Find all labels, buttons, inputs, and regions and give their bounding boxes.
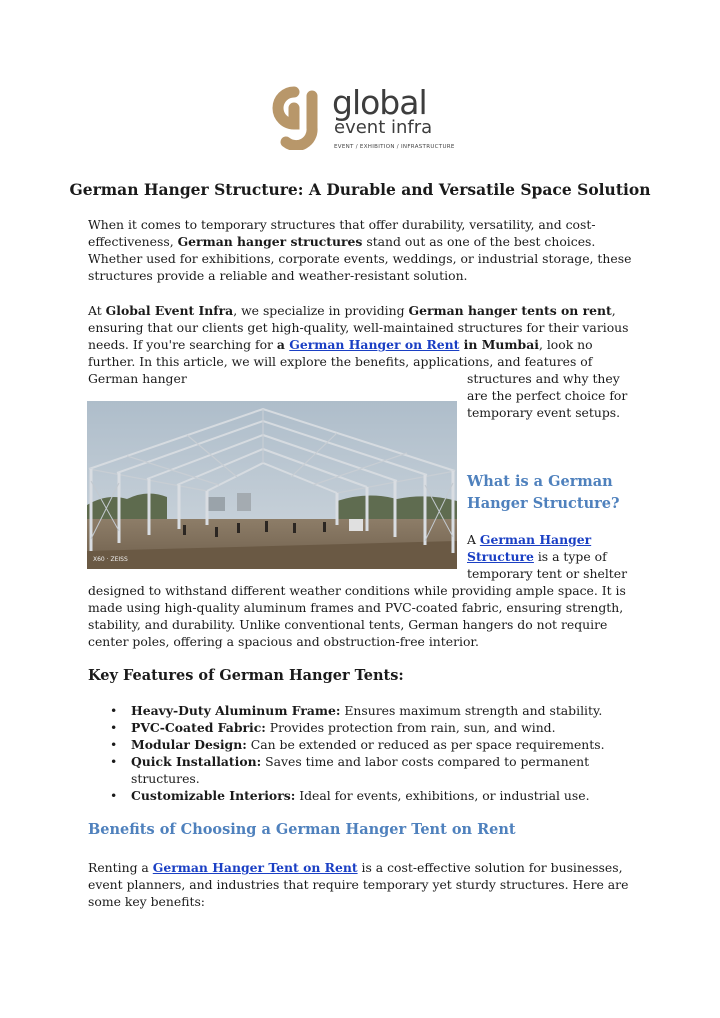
para2-side-text: structures and why they are the perfect choice for temporary event setups. bbox=[467, 371, 628, 420]
list-item bbox=[88, 719, 640, 736]
bullet-icon: • bbox=[110, 703, 118, 718]
intro-paragraph bbox=[88, 216, 640, 284]
benefits-text-1: Renting a bbox=[88, 860, 153, 875]
feature-text: Can be extended or reduced as per space requirements. bbox=[246, 737, 605, 752]
feature-text: Provides protection from rain, sun, and wind. bbox=[265, 720, 556, 735]
intro-text-1: When it comes to temporary structures that offer durability, versatility, and cost-effectiveness, bbox=[88, 217, 596, 249]
logo-mark-icon bbox=[268, 84, 328, 150]
para2-text-4: , look no further. In this article, we will explore the benefits, applications, and features of German hanger bbox=[88, 337, 593, 386]
bullet-icon: • bbox=[110, 754, 118, 769]
intro-text-2: stand out as one of the best choices. Whether used for exhibitions, corporate events, weddings, or industrial storage, these structures provide a reliable and weather-resistant solution. bbox=[88, 234, 632, 283]
logo-wordmark: global bbox=[332, 83, 427, 122]
bullet-icon: • bbox=[110, 720, 118, 735]
key-features-heading: Key Features of German Hanger Tents: bbox=[88, 667, 404, 684]
logo bbox=[268, 84, 458, 156]
bullet-icon: • bbox=[110, 788, 118, 803]
para2-text-2: , we specialize in providing bbox=[233, 303, 409, 318]
what-is-side-text bbox=[467, 531, 637, 582]
what-text-2: is a type of temporary tent or shelter bbox=[467, 549, 628, 581]
para2-bold-tents: German hanger tents on rent bbox=[408, 303, 612, 318]
list-item bbox=[88, 753, 640, 787]
para2-bold-a: a bbox=[276, 337, 290, 352]
logo-tagline: EVENT / EXHIBITION / INFRASTRUCTURE bbox=[334, 144, 455, 150]
feature-label: Quick Installation: bbox=[131, 754, 262, 769]
para2-text-3: , ensuring that our clients get high-quality, well-maintained structures for their various needs. If you're searching for bbox=[88, 303, 629, 352]
hanger-structure-photo bbox=[87, 401, 457, 569]
page-title: German Hanger Structure: A Durable and Versatile Space Solution bbox=[69, 180, 651, 199]
german-hanger-structure-link[interactable]: German Hanger Structure bbox=[467, 532, 592, 564]
photo-watermark: X60 · ZEISS bbox=[93, 556, 128, 563]
german-hanger-on-rent-link[interactable]: German Hanger on Rent bbox=[289, 337, 460, 352]
benefits-paragraph bbox=[88, 859, 640, 910]
feature-text: Ensures maximum strength and stability. bbox=[340, 703, 603, 718]
para2-text-1: At bbox=[88, 303, 106, 318]
intro-bold-1: German hanger structures bbox=[177, 234, 363, 249]
list-item bbox=[88, 787, 640, 804]
german-hanger-tent-on-rent-link[interactable]: German Hanger Tent on Rent bbox=[152, 860, 358, 875]
what-text-1: A bbox=[467, 532, 480, 547]
feature-label: Modular Design: bbox=[131, 737, 247, 752]
feature-text: Saves time and labor costs compared to permanent structures. bbox=[131, 754, 590, 786]
para2-bold-company: Global Event Infra bbox=[105, 303, 234, 318]
list-item bbox=[88, 736, 640, 753]
logo-subtitle: event infra bbox=[334, 117, 433, 138]
feature-label: Customizable Interiors: bbox=[131, 788, 296, 803]
feature-text: Ideal for events, exhibitions, or industrial use. bbox=[295, 788, 590, 803]
feature-label: Heavy-Duty Aluminum Frame: bbox=[131, 703, 341, 718]
benefits-text-2: is a cost-effective solution for businesses, event planners, and industries that require temporary yet sturdy structures. Here are some key benefits: bbox=[88, 860, 629, 909]
benefits-heading: Benefits of Choosing a German Hanger Tent on Rent bbox=[88, 821, 516, 838]
list-item bbox=[88, 702, 640, 719]
feature-label: PVC-Coated Fabric: bbox=[131, 720, 266, 735]
hanger-photo-illustration bbox=[87, 401, 457, 569]
para2-bold-mumbai: in Mumbai bbox=[459, 337, 539, 352]
features-list bbox=[88, 702, 640, 804]
what-is-heading: What is a German Hanger Structure? bbox=[467, 473, 620, 512]
bullet-icon: • bbox=[110, 737, 118, 752]
what-is-body: designed to withstand different weather conditions while providing ample space. It is made using high-quality aluminum frames and PVC-coated fabric, ensuring strength, stability, and durability. Unlike conventional tents, German hangers do not require center poles, offering a spacious and obstruction-free interior. bbox=[88, 583, 626, 649]
